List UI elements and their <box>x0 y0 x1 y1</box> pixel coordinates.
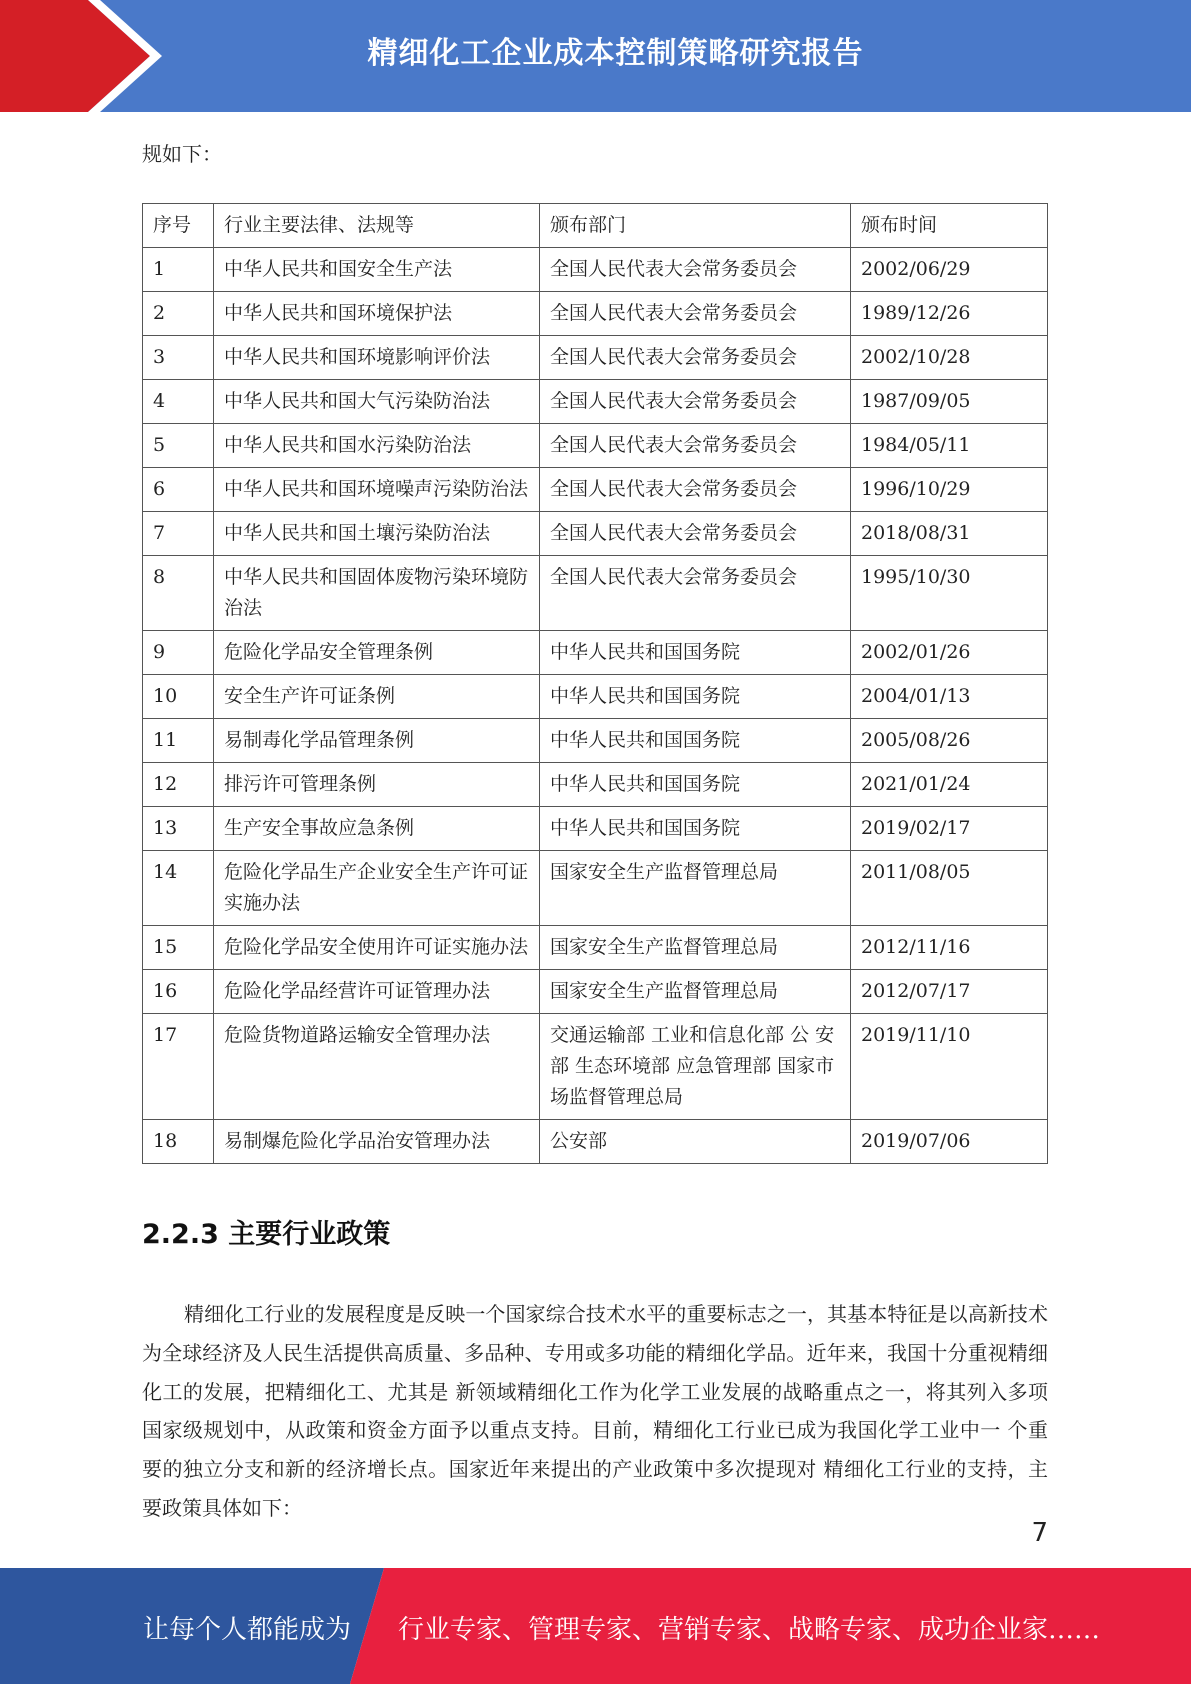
cell-department: 交通运输部 工业和信息化部 公 安部 生态环境部 应急管理部 国家市场监督管理总局 <box>540 1014 851 1120</box>
cell-index: 10 <box>143 675 214 719</box>
cell-date: 2019/11/10 <box>851 1014 1048 1120</box>
cell-department: 全国人民代表大会常务委员会 <box>540 336 851 380</box>
cell-law: 中华人民共和国环境噪声污染防治法 <box>214 468 540 512</box>
cell-department: 中华人民共和国国务院 <box>540 631 851 675</box>
cell-department: 公安部 <box>540 1120 851 1164</box>
cell-index: 15 <box>143 926 214 970</box>
cell-law: 生产安全事故应急条例 <box>214 807 540 851</box>
cell-law: 易制毒化学品管理条例 <box>214 719 540 763</box>
cell-law: 中华人民共和国环境影响评价法 <box>214 336 540 380</box>
cell-law: 中华人民共和国水污染防治法 <box>214 424 540 468</box>
cell-law: 中华人民共和国安全生产法 <box>214 248 540 292</box>
cell-index: 6 <box>143 468 214 512</box>
footer-slogan-left: 让每个人都能成为 <box>143 1615 352 1645</box>
table-row <box>143 512 1048 556</box>
cell-date: 2021/01/24 <box>851 763 1048 807</box>
cell-law: 危险化学品安全管理条例 <box>214 631 540 675</box>
table-row <box>143 248 1048 292</box>
body-paragraph: 精细化工行业的发展程度是反映一个国家综合技术水平的重要标志之一，其基本特征是以高新技术为全球经济及人民生活提供高质量、多品种、专用或多功能的精细化学品。近年来，我国十分重视精细化工的发展，把精细化工、尤其是 新领域精细化工作为化学工业发展的战略重点之一，将其列入多项国家级规划中，从政策和资金方面予以重点支持。目前，精细化工行业已成为我国化学工业中一 个重要的独立分支和新的经济增长点。国家近年来提出的产业政策中多次提现对 精细化工行业的支持，主要政策具体如下： <box>142 1302 1048 1520</box>
cell-date: 1995/10/30 <box>851 556 1048 631</box>
cell-date: 2019/07/06 <box>851 1120 1048 1164</box>
cell-department: 全国人民代表大会常务委员会 <box>540 468 851 512</box>
table-row <box>143 719 1048 763</box>
page-footer <box>0 1568 1191 1684</box>
cell-index: 1 <box>143 248 214 292</box>
cell-law: 危险化学品生产企业安全生产许可证实施办法 <box>214 851 540 926</box>
table-row <box>143 970 1048 1014</box>
table-row <box>143 763 1048 807</box>
cell-date: 2018/08/31 <box>851 512 1048 556</box>
page-header <box>0 0 1191 112</box>
cell-date: 1996/10/29 <box>851 468 1048 512</box>
cell-law: 安全生产许可证条例 <box>214 675 540 719</box>
cell-date: 2005/08/26 <box>851 719 1048 763</box>
cell-date: 2012/11/16 <box>851 926 1048 970</box>
cell-index: 4 <box>143 380 214 424</box>
table-row <box>143 926 1048 970</box>
cell-date: 2019/02/17 <box>851 807 1048 851</box>
cell-index: 9 <box>143 631 214 675</box>
table-row <box>143 380 1048 424</box>
section-title: 2.2.3 主要行业政策 <box>142 1219 391 1250</box>
cell-department: 全国人民代表大会常务委员会 <box>540 292 851 336</box>
table-row <box>143 336 1048 380</box>
cell-department: 中华人民共和国国务院 <box>540 675 851 719</box>
cell-date: 2002/06/29 <box>851 248 1048 292</box>
cell-date: 1987/09/05 <box>851 380 1048 424</box>
cell-date: 2011/08/05 <box>851 851 1048 926</box>
cell-index: 14 <box>143 851 214 926</box>
cell-date: 1984/05/11 <box>851 424 1048 468</box>
cell-index: 11 <box>143 719 214 763</box>
cell-department: 全国人民代表大会常务委员会 <box>540 380 851 424</box>
cell-date: 2002/10/28 <box>851 336 1048 380</box>
cell-index: 16 <box>143 970 214 1014</box>
table-row <box>143 468 1048 512</box>
cell-date: 2002/01/26 <box>851 631 1048 675</box>
table-row <box>143 675 1048 719</box>
cell-law: 危险化学品经营许可证管理办法 <box>214 970 540 1014</box>
cell-law: 中华人民共和国土壤污染防治法 <box>214 512 540 556</box>
cell-index: 18 <box>143 1120 214 1164</box>
cell-law: 排污许可管理条例 <box>214 763 540 807</box>
cell-date: 1989/12/26 <box>851 292 1048 336</box>
cell-law: 危险化学品安全使用许可证实施办法 <box>214 926 540 970</box>
cell-law: 中华人民共和国大气污染防治法 <box>214 380 540 424</box>
cell-index: 8 <box>143 556 214 631</box>
table-row <box>143 631 1048 675</box>
cell-department: 全国人民代表大会常务委员会 <box>540 512 851 556</box>
cell-department: 国家安全生产监督管理总局 <box>540 926 851 970</box>
header-cell-index: 序号 <box>143 204 214 248</box>
cell-department: 全国人民代表大会常务委员会 <box>540 424 851 468</box>
cell-index: 12 <box>143 763 214 807</box>
cell-department: 中华人民共和国国务院 <box>540 807 851 851</box>
cell-department: 国家安全生产监督管理总局 <box>540 851 851 926</box>
header-title: 精细化工企业成本控制策略研究报告 <box>367 36 864 71</box>
cell-department: 全国人民代表大会常务委员会 <box>540 248 851 292</box>
header-cell-date: 颁布时间 <box>851 204 1048 248</box>
cell-department: 国家安全生产监督管理总局 <box>540 970 851 1014</box>
cell-index: 5 <box>143 424 214 468</box>
cell-index: 2 <box>143 292 214 336</box>
cell-index: 13 <box>143 807 214 851</box>
cell-date: 2004/01/13 <box>851 675 1048 719</box>
table-row <box>143 556 1048 631</box>
cell-index: 3 <box>143 336 214 380</box>
table-row <box>143 851 1048 926</box>
table-row <box>143 1014 1048 1120</box>
page-number: 7 <box>1031 1518 1048 1548</box>
cell-index: 17 <box>143 1014 214 1120</box>
header-cell-department: 颁布部门 <box>540 204 851 248</box>
intro-text: 规如下： <box>142 142 222 166</box>
cell-law: 中华人民共和国固体废物污染环境防治法 <box>214 556 540 631</box>
cell-index: 7 <box>143 512 214 556</box>
table-row <box>143 807 1048 851</box>
footer-slogan-right: 行业专家、管理专家、营销专家、战略专家、成功企业家…… <box>398 1615 1101 1645</box>
cell-law: 易制爆危险化学品治安管理办法 <box>214 1120 540 1164</box>
table-row <box>143 292 1048 336</box>
table-header-row <box>143 204 1048 248</box>
header-cell-law: 行业主要法律、法规等 <box>214 204 540 248</box>
cell-date: 2012/07/17 <box>851 970 1048 1014</box>
cell-department: 全国人民代表大会常务委员会 <box>540 556 851 631</box>
cell-law: 中华人民共和国环境保护法 <box>214 292 540 336</box>
cell-department: 中华人民共和国国务院 <box>540 719 851 763</box>
laws-table <box>142 203 1048 1164</box>
cell-law: 危险货物道路运输安全管理办法 <box>214 1014 540 1120</box>
table-row <box>143 424 1048 468</box>
cell-department: 中华人民共和国国务院 <box>540 763 851 807</box>
table-row <box>143 1120 1048 1164</box>
